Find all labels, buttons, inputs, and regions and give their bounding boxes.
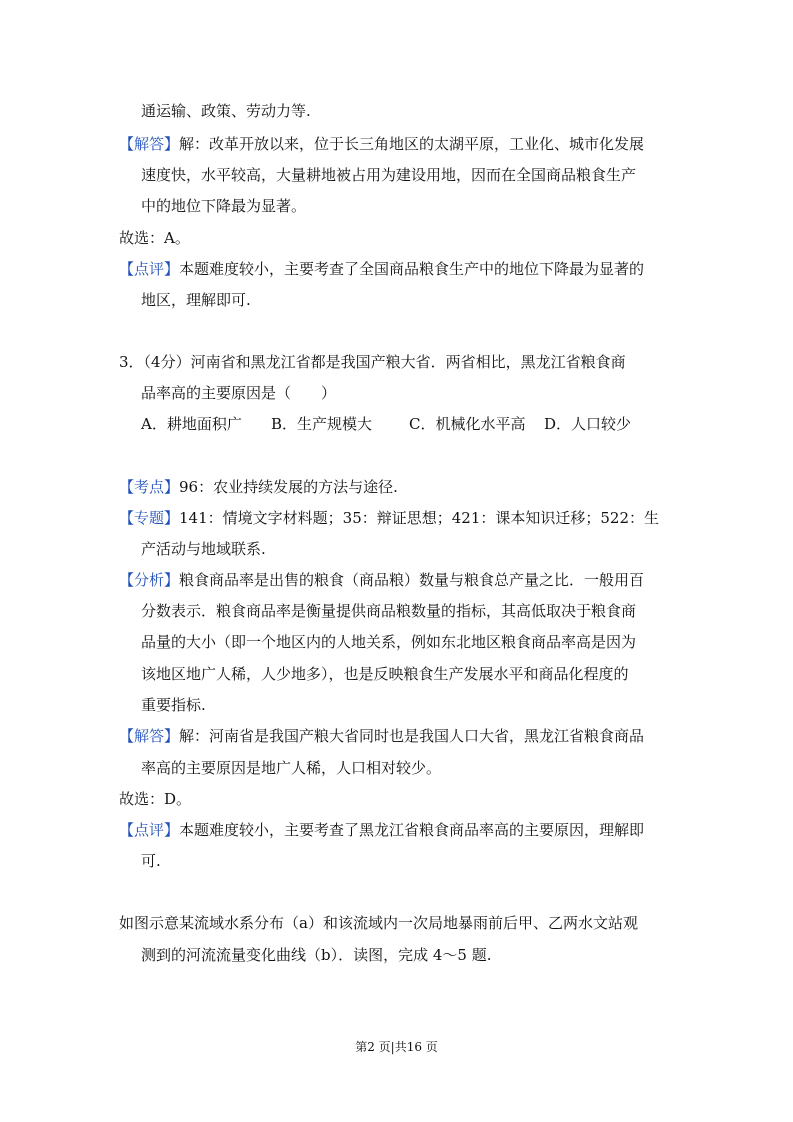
q3-stem-line-2: 品率高的主要原因是（ ） [141, 384, 337, 402]
zhuanti-line-1: 【专题】141：情境文字材料题；35：辩证思想；421：课本知识迁移；522：生 [119, 509, 659, 527]
q2-answer-line-1: 【解答】解：改革开放以来，位于长三角地区的太湖平原，工业化、城市化发展 [119, 135, 645, 153]
q2-comment-line-2: 地区，理解即可. [141, 291, 251, 309]
intro-line-1: 如图示意某流域水系分布（a）和该流域内一次局地暴雨前后甲、乙两水文站观 [119, 914, 638, 932]
option-d: D．人口较少 [544, 415, 632, 433]
fenxi-line-4: 该地区地广人稀，人少地多），也是反映粮食生产发展水平和商品化程度的 [141, 665, 629, 683]
q3-comment-line-1: 【点评】本题难度较小，主要考查了黑龙江省粮食商品率高的主要原因，理解即 [119, 821, 645, 839]
comment-tag: 【点评】 [119, 821, 180, 839]
answer-tag: 【解答】 [119, 135, 180, 153]
zhuanti-tag: 【专题】 [119, 509, 180, 527]
continuation-line: 通运输、政策、劳动力等. [141, 102, 311, 120]
page-footer: 第2 页|共16 页 [355, 1040, 438, 1054]
q3-stem-line-1: 3．（4分）河南省和黑龙江省都是我国产粮大省．两省相比，黑龙江省粮食商 [119, 353, 626, 371]
fenxi-line-3: 品量的大小（即一个地区内的人地关系，例如东北地区粮食商品率高是因为 [141, 633, 637, 651]
comment-tag: 【点评】 [119, 260, 180, 278]
intro-line-2: 测到的河流流量变化曲线（b）．读图，完成 4～5 题. [141, 946, 492, 964]
fenxi-line-2: 分数表示．粮食商品率是衡量提供商品粮数量的指标，其高低取决于粮食商 [141, 602, 637, 620]
q3-options [141, 414, 701, 434]
q3-answer-line-1: 【解答】解：河南省是我国产粮大省同时也是我国人口大省，黑龙江省粮食商品 [119, 727, 645, 745]
answer-tag: 【解答】 [119, 727, 180, 745]
q3-comment-line-2: 可. [141, 852, 161, 870]
kaodian-tag: 【考点】 [119, 478, 180, 496]
q2-choice: 故选：A。 [119, 229, 190, 247]
q2-comment-line-1: 【点评】本题难度较小，主要考查了全国商品粮食生产中的地位下降最为显著的 [119, 260, 645, 278]
fenxi-line-5: 重要指标. [141, 696, 206, 714]
fenxi-tag: 【分析】 [119, 571, 180, 589]
q3-choice: 故选：D。 [119, 790, 192, 808]
option-b: B．生产规模大 [271, 415, 373, 433]
fenxi-line-1: 【分析】粮食商品率是出售的粮食（商品粮）数量与粮食总产量之比．一般用百 [119, 571, 645, 589]
q3-answer-line-2: 率高的主要原因是地广人稀，人口相对较少。 [141, 759, 442, 777]
option-a: A．耕地面积广 [141, 415, 242, 433]
kaodian-line: 【考点】96：农业持续发展的方法与途径. [119, 478, 398, 496]
option-c: C．机械化水平高 [409, 415, 526, 433]
q2-answer-line-3: 中的地位下降最为显著。 [141, 197, 307, 215]
zhuanti-line-2: 产活动与地域联系. [141, 540, 266, 558]
q2-answer-line-2: 速度快，水平较高，大量耕地被占用为建设用地，因而在全国商品粮食生产 [141, 166, 637, 184]
